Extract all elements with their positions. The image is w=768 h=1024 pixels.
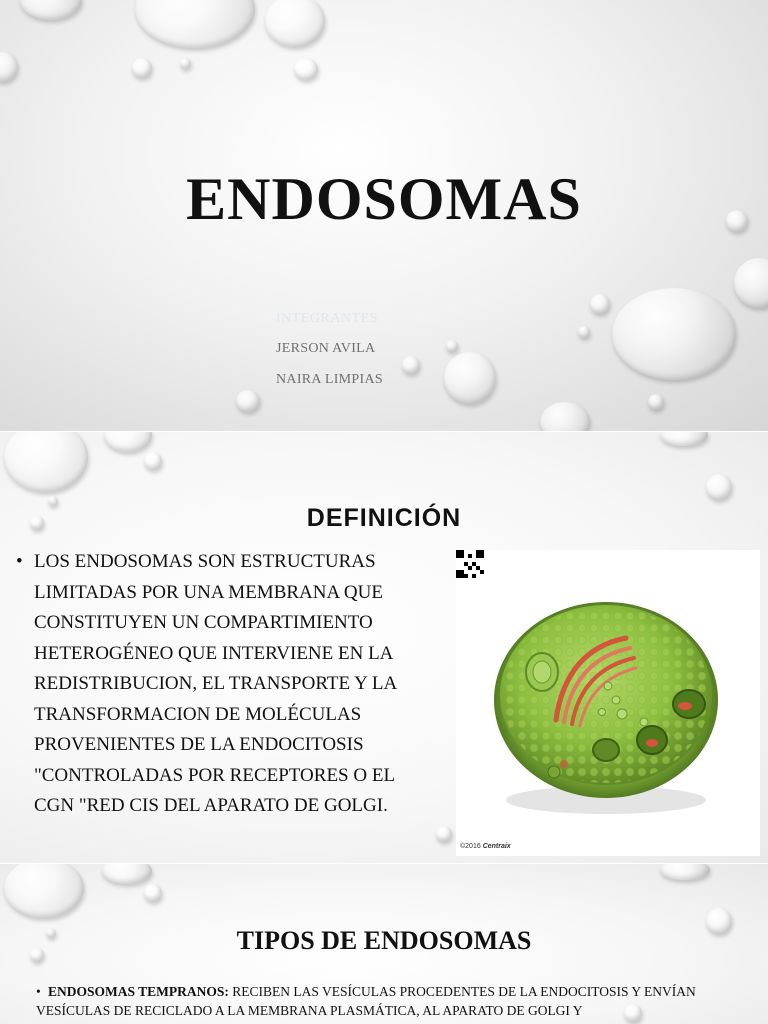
water-drop-decoration [135,0,255,48]
type-label: ENDOSOMAS TEMPRANOS: [48,984,229,999]
section-title: TIPOS DE ENDOSOMAS [236,926,532,955]
endosome-illustration [456,550,760,856]
section-title: DEFINICIÓN [306,504,462,532]
definition-slide [0,432,768,864]
water-drop-decoration [578,326,590,338]
water-drop-decoration [706,474,732,500]
water-drop-decoration [20,0,82,20]
water-drop-decoration [648,394,664,410]
water-drop-decoration [590,294,610,314]
types-list-item [36,982,736,1020]
water-drop-decoration [236,390,260,412]
water-drop-decoration [144,884,162,902]
water-drop-decoration [612,288,736,380]
water-drop-decoration [265,0,325,47]
title-slide [0,0,768,432]
page-title: ENDOSOMAS [186,166,582,232]
water-drop-decoration [446,340,458,352]
water-drop-decoration [436,826,452,842]
figure-credit-brand: Centraix [482,843,511,850]
integrantes-label: INTEGRANTES [276,311,378,326]
water-drop-decoration [180,58,191,69]
water-drop-decoration [102,864,152,884]
water-drop-decoration [294,58,318,80]
member-name: NAIRA LIMPIAS [276,372,383,387]
water-drop-decoration [0,52,18,82]
figure-credit [460,843,511,850]
water-drop-decoration [444,352,496,404]
water-drop-decoration [734,258,768,308]
water-drop-decoration [104,432,152,452]
qr-code-icon [456,550,484,578]
water-drop-decoration [4,432,88,492]
definition-paragraph [16,547,436,822]
water-drop-decoration [144,452,162,470]
figure-credit-year: ©2016 [460,843,481,850]
water-drop-decoration [540,402,590,432]
water-drop-decoration [660,432,708,446]
water-drop-decoration [660,864,710,880]
bullet-marker: • [36,984,41,999]
water-drop-decoration [402,356,420,374]
bullet-marker: • [16,551,23,572]
water-drop-decoration [4,864,84,918]
water-drop-decoration [132,58,152,78]
member-name: JERSON AVILA [276,341,376,356]
types-slide [0,864,768,1024]
definition-text: LOS ENDOSOMAS SON ESTRUCTURAS LIMITADAS POR UNA MEMBRANA QUE CONSTITUYEN UN COMPARTIMIENTO HETEROGÉNEO QUE INTERVIENE EN LA REDISTRIBUCION, EL TRANSPORTE Y LA TRANSFORMACION DE MOLÉCULAS PROVENIENTES DE LA ENDOCITOSIS "CONTROLADAS POR RECEPTORES O EL CGN "RED CIS DEL APARATO DE GOLGI. [34,551,397,816]
type-description: RECIBEN LAS VESÍCULAS PROCEDENTES DE LA ENDOCITOSIS Y ENVÍAN VESÍCULAS DE RECICLADO A LA MEMBRANA PLASMÁTICA, AL APARATO DE GOLGI Y [36,984,696,1018]
endosome-cell-drawing [456,550,760,856]
